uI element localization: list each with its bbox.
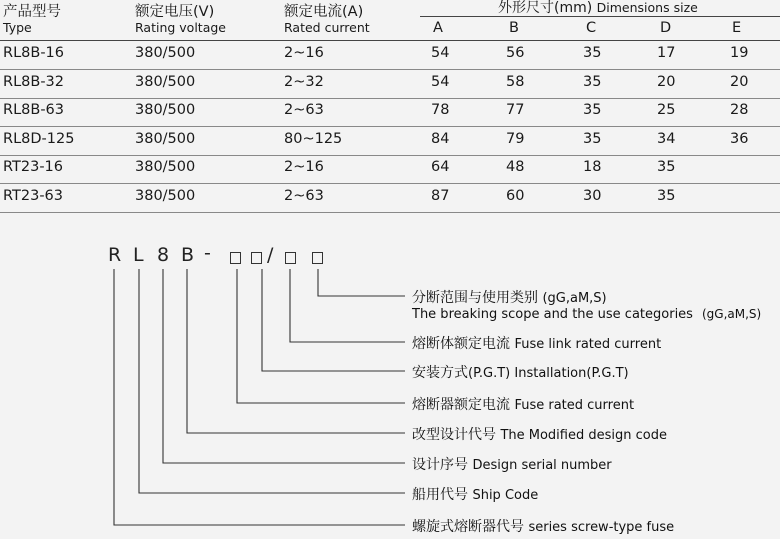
cell-current: 80~125 [284, 130, 343, 147]
header-dimensions-en: Dimensions size [596, 0, 698, 15]
connector-modified [187, 269, 405, 433]
row-divider [0, 69, 780, 70]
cell-b: 56 [506, 45, 525, 61]
legend-breaking-sub-en: The breaking scope and the use categories [412, 307, 693, 322]
cell-b: 60 [506, 187, 525, 204]
legend-ship-cn: 船用代号 [412, 487, 468, 503]
cell-d: 35 [657, 187, 676, 204]
legend-breaking-sub2: (gG,aM,S) [702, 307, 762, 321]
model-code-diagram [0, 240, 780, 539]
legend-screw-en: series screw-type fuse [528, 520, 675, 535]
cell-type: RL8D-125 [3, 130, 75, 147]
row-divider [0, 183, 780, 184]
legend-fuse-rated-cn: 熔断器额定电流 [412, 397, 510, 413]
legend-serial-en: Design serial number [472, 458, 612, 473]
cell-voltage: 380/500 [135, 102, 196, 118]
spec-table [0, 0, 780, 210]
legend-installation-cn: 安装方式 [412, 365, 468, 381]
legend-modified-cn: 改型设计代号 [412, 427, 496, 443]
legend-installation-en: (P.G.T) Installation(P.G.T) [468, 366, 629, 381]
legend-modified-en: The Modified design code [500, 428, 667, 443]
header-current-cn: 额定电流(A) [284, 4, 364, 20]
header-dim-e: E [732, 20, 742, 36]
cell-d: 20 [657, 73, 676, 90]
header-dim-d: D [660, 20, 672, 36]
code-char-b: B [181, 244, 195, 266]
cell-c: 18 [583, 159, 602, 175]
cell-a: 54 [431, 73, 450, 90]
code-char-r: R [108, 244, 122, 266]
legend-ship-en: Ship Code [472, 488, 539, 503]
cell-b: 77 [506, 102, 525, 118]
code-char-l: L [133, 244, 144, 266]
cell-a: 64 [431, 159, 450, 175]
row-divider [0, 212, 780, 213]
connector-breaking [318, 269, 405, 296]
cell-current: 2~32 [284, 73, 324, 90]
legend-fuse-link-cn: 熔断体额定电流 [412, 336, 510, 352]
legend-breaking-scope [412, 287, 607, 307]
header-type-cn: 产品型号 [3, 4, 61, 20]
legend-ship-code [412, 484, 538, 504]
header-voltage-cn: 额定电压(V) [135, 4, 215, 20]
connector-screw [114, 269, 405, 525]
cell-e: 20 [730, 73, 749, 90]
row-divider [0, 155, 780, 156]
legend-fuse-link-en: Fuse link rated current [514, 337, 662, 352]
cell-voltage: 380/500 [135, 130, 196, 147]
cell-d: 35 [657, 159, 676, 175]
legend-modified-design [412, 424, 667, 444]
cell-current: 2~63 [284, 187, 324, 204]
legend-serial-cn: 设计序号 [412, 457, 468, 473]
header-type-en: Type [3, 20, 32, 35]
code-char-dash: - [204, 242, 211, 264]
connector-lines [0, 240, 780, 539]
cell-b: 58 [506, 73, 525, 90]
connector-serial [163, 269, 405, 463]
legend-fuse-rated-current [412, 394, 634, 414]
header-dim-c: C [586, 20, 597, 36]
connector-installation [262, 269, 405, 371]
cell-b: 79 [506, 130, 525, 147]
header-rule [0, 40, 780, 41]
cell-voltage: 380/500 [135, 73, 196, 90]
header-dimensions-cn: 外形尺寸(mm) [498, 0, 593, 16]
legend-design-serial [412, 454, 612, 474]
legend-breaking-sub [412, 307, 693, 322]
cell-a: 87 [431, 187, 450, 204]
cell-type: RT23-16 [3, 159, 64, 175]
cell-d: 25 [657, 102, 676, 118]
row-divider [0, 98, 780, 99]
cell-a: 78 [431, 102, 450, 118]
row-divider [0, 126, 780, 127]
legend-breaking-cn: 分断范围与使用类别 [412, 290, 538, 306]
legend-breaking-en: (gG,aM,S) [542, 291, 607, 306]
cell-type: RL8B-32 [3, 73, 65, 90]
header-dim-a: A [433, 20, 443, 36]
cell-current: 2~63 [284, 102, 324, 118]
cell-c: 35 [583, 130, 602, 147]
connector-fuse-link [290, 269, 405, 342]
legend-screw-type [412, 516, 674, 536]
legend-screw-cn: 螺旋式熔断器代号 [412, 519, 524, 535]
dimensions-divider [420, 16, 780, 17]
code-char-8: 8 [157, 244, 170, 266]
header-voltage-en: Rating voltage [135, 20, 226, 35]
cell-e: 36 [730, 130, 749, 147]
cell-voltage: 380/500 [135, 45, 196, 61]
cell-c: 35 [583, 102, 602, 118]
legend-fuse-rated-en: Fuse rated current [514, 398, 635, 413]
cell-a: 84 [431, 130, 450, 147]
cell-current: 2~16 [284, 159, 324, 175]
connector-ship [139, 269, 405, 493]
header-dim-b: B [509, 20, 519, 36]
cell-current: 2~16 [284, 45, 324, 61]
cell-c: 30 [583, 187, 602, 204]
cell-d: 17 [657, 45, 676, 61]
header-current-en: Rated current [284, 20, 370, 35]
cell-type: RT23-63 [3, 187, 64, 204]
cell-b: 48 [506, 159, 525, 175]
cell-type: RL8B-63 [3, 102, 65, 118]
cell-c: 35 [583, 73, 602, 90]
code-char-slash: / [267, 244, 274, 266]
cell-e: 28 [730, 102, 749, 118]
cell-c: 35 [583, 45, 602, 61]
cell-voltage: 380/500 [135, 159, 196, 175]
cell-voltage: 380/500 [135, 187, 196, 204]
header-dimensions [498, 0, 698, 17]
legend-fuse-link-current [412, 333, 661, 353]
cell-d: 34 [657, 130, 676, 147]
legend-installation [412, 362, 629, 382]
cell-a: 54 [431, 45, 450, 61]
cell-type: RL8B-16 [3, 45, 65, 61]
cell-e: 19 [730, 45, 749, 61]
